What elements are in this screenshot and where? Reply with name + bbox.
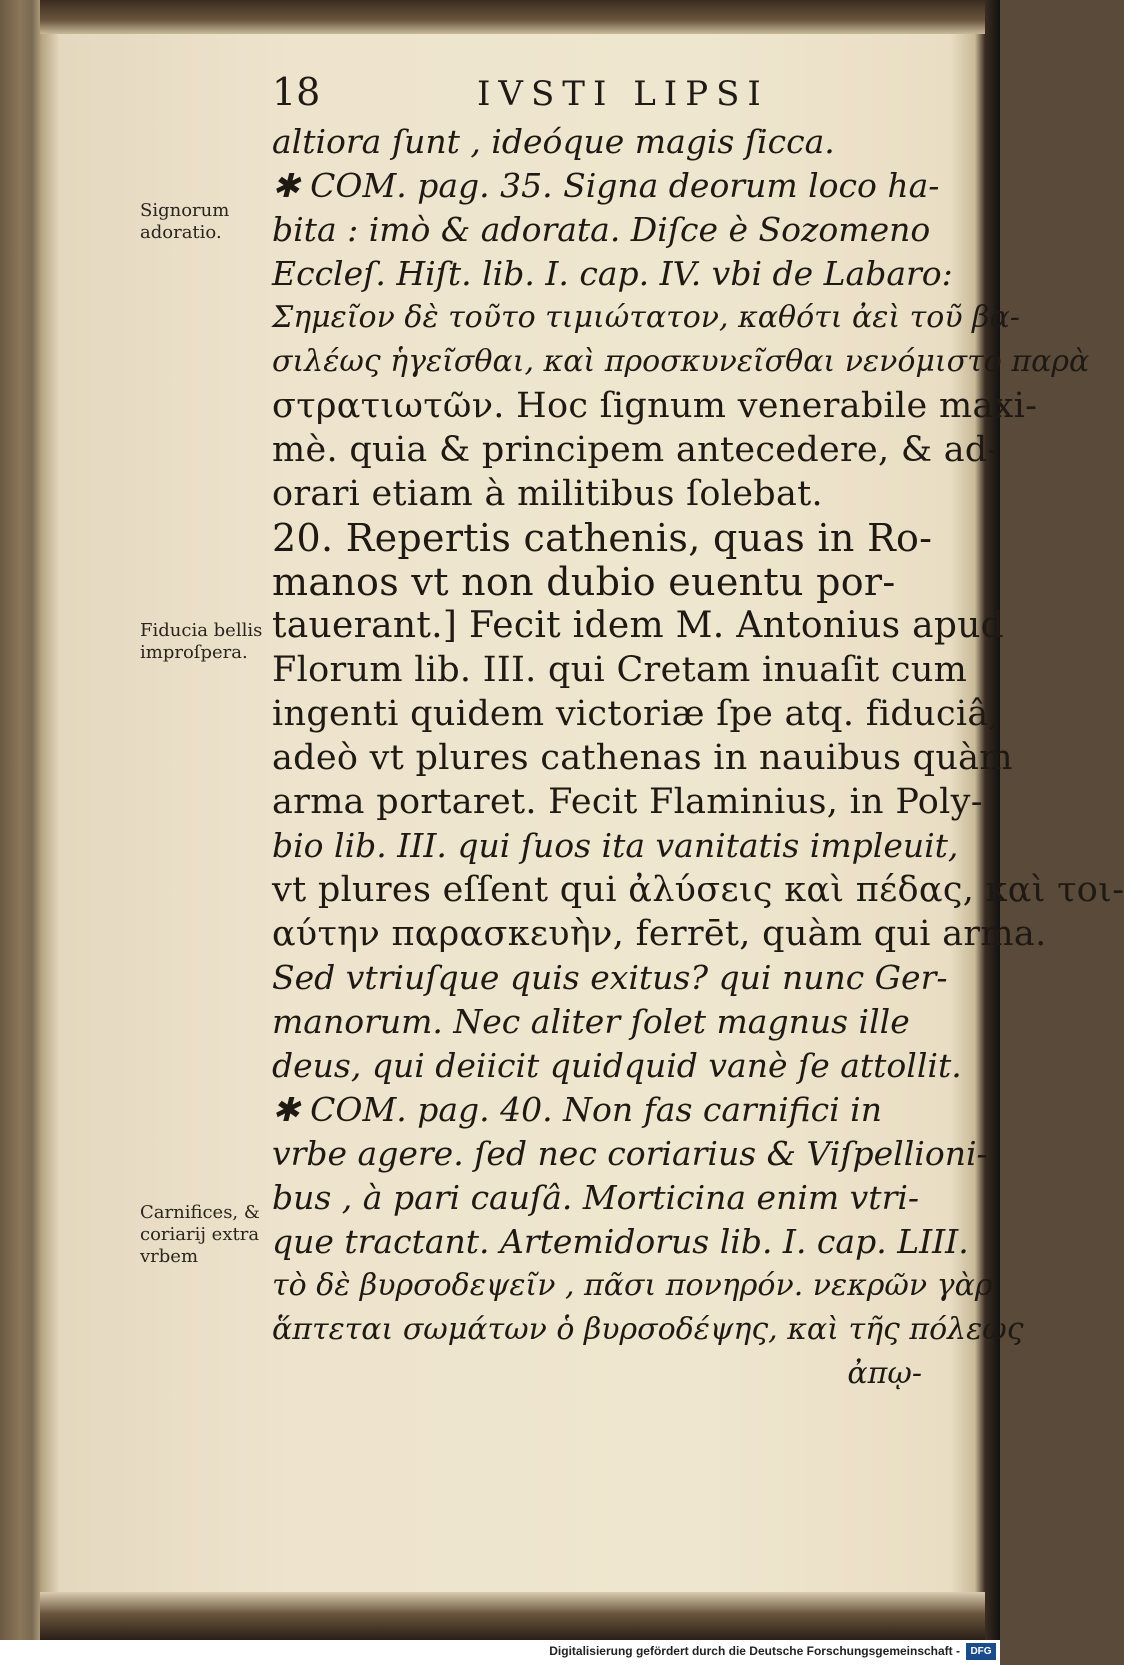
text-line: Eccleſ. Hiſt. lib. I. cap. IV. vbi de Labaro: [272, 254, 953, 293]
text-line: tauerant.] Fecit idem M. Antonius apud [272, 605, 1005, 646]
sidenote-carnifices: Carnifices, & coriarij extra vrbem [140, 1202, 260, 1267]
text-line: adeò vt plures cathenas in nauibus quàm [272, 738, 1013, 778]
digitization-credit: Digitalisierung gefördert durch die Deutsche Forschungsgemeinschaft - [549, 1644, 960, 1658]
text-line: manos vt non dubio euentu por- [272, 560, 896, 604]
text-line: bio lib. III. qui ſuos ita vanitatis impleuit, [272, 826, 959, 865]
main-text [272, 120, 1124, 1396]
running-head: IVSTI LIPSI [477, 74, 769, 114]
text-line: 20. Repertis cathenis, quas in Ro- [272, 516, 933, 560]
sidenote-fiducia: Fiducia bellis improſpera. [140, 620, 263, 663]
page-bottom-shadow [40, 1592, 985, 1640]
text-line: ingenti quidem victoriæ ſpe atq. fiduciâ, [272, 694, 1000, 734]
text-line: deus, qui deiicit quidquid vanè ſe attollit. [272, 1046, 962, 1085]
text-line: orari etiam à militibus ſolebat. [272, 474, 823, 514]
text-line: ✱ COM. pag. 35. Signa deorum loco ha- [272, 166, 940, 205]
text-line: mè. quia & principem antecedere, & ad- [272, 430, 1000, 470]
page-number: 18 [272, 70, 321, 114]
text-line: τὸ δὲ βυρσοδεψεῖν , πᾶσι πονηρόν. νεκρῶν γὰρ [272, 1268, 993, 1303]
text-line: altiora ſunt , ideóque magis ſicca. [272, 122, 835, 161]
footer-bar [0, 1640, 1000, 1665]
text-line: Sed vtriuſque quis exitus? qui nunc Ger- [272, 958, 948, 997]
text-line: ἅπτεται σωμάτων ὁ βυρσοδέψης, καὶ τῆς πόλεως [272, 1312, 1024, 1347]
text-line: vrbe agere. ſed nec coriarius & Viſpellioni- [272, 1134, 988, 1173]
text-line: vt plures eſſent qui ἀλύσεις καὶ πέδας, καὶ τοι- [272, 870, 1124, 910]
page-header [272, 70, 932, 120]
text-line: manorum. Nec aliter ſolet magnus ille [272, 1002, 910, 1041]
text-line: αύτην παρασκευὴν, ferrēt, quàm qui arma. [272, 914, 1047, 954]
text-line: Florum lib. III. qui Cretam inuaſit cum [272, 650, 968, 690]
sidenote-signorum: Signorum adoratio. [140, 200, 230, 243]
text-line: σιλέως ἡγεῖσθαι, καὶ προσκυνεῖσθαι νενόμιστο παρὰ [272, 344, 1090, 379]
dfg-logo-icon: DFG [966, 1643, 996, 1660]
text-line: στρατιωτῶν. Hoc ſignum venerabile maxi- [272, 386, 1038, 426]
text-line: bita : imò & adorata. Diſce è Sozomeno [272, 210, 931, 249]
text-line: ✱ COM. pag. 40. Non fas carnifici in [272, 1090, 882, 1129]
text-line: que tractant. Artemidorus lib. I. cap. LIII. [272, 1222, 969, 1261]
text-line: arma portaret. Fecit Flaminius, in Poly- [272, 782, 983, 822]
text-line: Σημεῖον δὲ τοῦτο τιμιώτατον, καθότι ἀεὶ τοῦ βα- [272, 300, 1020, 335]
page-top-shadow [40, 0, 985, 34]
text-line: bus , à pari cauſâ. Morticina enim vtri- [272, 1178, 920, 1217]
catchword: ἀπῳ- [847, 1356, 922, 1391]
